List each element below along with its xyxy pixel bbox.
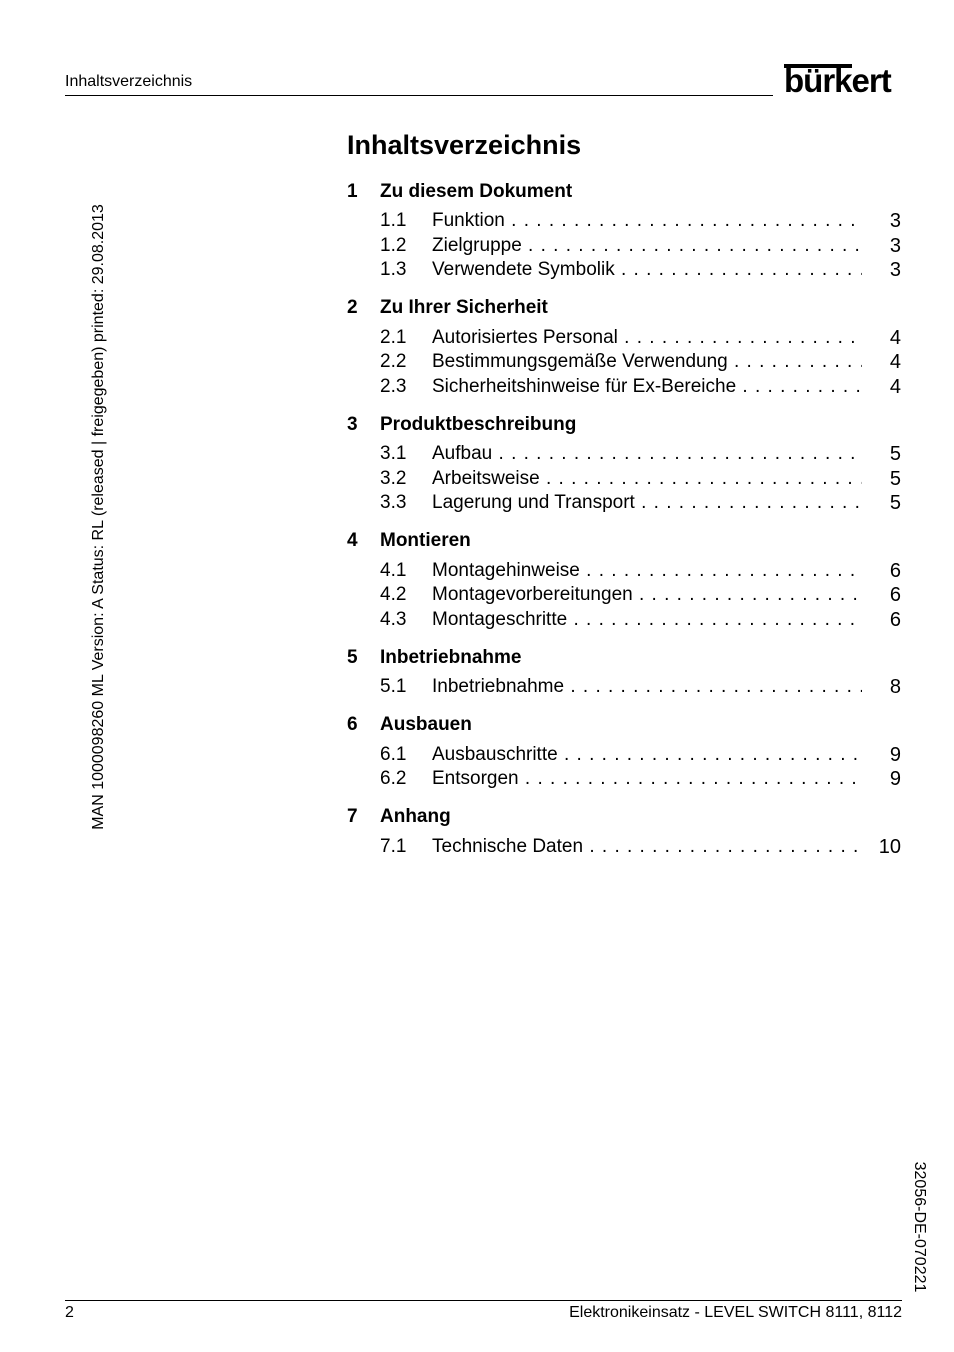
toc-entry-title-with-leader <box>432 584 862 606</box>
burkert-logo <box>784 64 902 98</box>
toc-entry-title: Technische Daten <box>432 835 584 857</box>
toc-section-heading[interactable] <box>347 804 902 831</box>
toc-entry-page: 8 <box>889 676 901 698</box>
toc-entry-page: 4 <box>889 375 901 398</box>
toc-entry-page: 5 <box>889 492 901 514</box>
toc-entry-page: 4 <box>889 351 901 373</box>
toc-section-heading[interactable] <box>347 178 902 205</box>
toc-section <box>347 411 902 517</box>
toc-entry-page: 3 <box>889 210 901 232</box>
toc-entry[interactable] <box>347 327 902 352</box>
toc-entry-title: Entsorgen <box>432 768 519 789</box>
toc-entry-page: 3 <box>889 234 901 257</box>
product-name: Elektronikeinsatz - LEVEL SWITCH 8111, 8112 <box>569 1304 902 1321</box>
toc-entry-number: 5.1 <box>380 676 407 697</box>
toc-entry-list <box>347 836 902 861</box>
toc-section-number: 3 <box>347 413 358 435</box>
toc-entry-page: 9 <box>889 768 901 790</box>
toc-entry-number: 2.2 <box>380 351 407 372</box>
toc-entry[interactable] <box>347 584 902 609</box>
toc-section <box>347 712 902 793</box>
toc-entry-number: 2.1 <box>380 326 407 348</box>
page-title: Inhaltsverzeichnis <box>347 130 582 160</box>
logo-wordmark: bürkert <box>784 62 891 99</box>
toc-entry-number: 3.3 <box>380 492 407 513</box>
toc-entry-page: 5 <box>889 467 901 490</box>
toc-entry-list <box>347 443 902 517</box>
toc-section-title: Ausbauen <box>380 714 472 735</box>
toc-entry-title-with-leader <box>432 327 862 349</box>
toc-entry-title-with-leader <box>432 468 862 490</box>
toc-entry[interactable] <box>347 744 902 769</box>
toc-entry-number: 3.2 <box>380 467 407 489</box>
toc-entry-title-with-leader <box>432 210 862 232</box>
toc-entry-title: Sicherheitshinweise für Ex-Bereiche <box>432 375 737 397</box>
toc-entry-title-with-leader <box>432 836 862 858</box>
toc-entry-title: Autorisiertes Personal <box>432 326 618 348</box>
toc-entry-title-with-leader <box>432 744 862 766</box>
toc-entry-title: Aufbau <box>432 443 493 464</box>
table-of-contents <box>347 178 902 871</box>
toc-section-heading[interactable] <box>347 712 902 739</box>
toc-entry[interactable] <box>347 492 902 517</box>
toc-entry-title: Montageschritte <box>432 608 568 630</box>
toc-entry-list <box>347 676 902 701</box>
footer-rule <box>65 1300 902 1301</box>
toc-entry-number: 6.1 <box>380 743 407 765</box>
toc-section-number: 1 <box>347 180 358 202</box>
toc-section-number: 2 <box>347 297 358 318</box>
toc-section <box>347 644 902 701</box>
toc-entry-page: 3 <box>889 259 901 281</box>
toc-section <box>347 178 902 284</box>
toc-section-title: Inbetriebnahme <box>380 646 522 668</box>
toc-section-number: 4 <box>347 530 358 551</box>
toc-section-title: Anhang <box>380 806 451 827</box>
toc-entry[interactable] <box>347 443 902 468</box>
toc-entry-title: Inbetriebnahme <box>432 676 565 697</box>
toc-entry-page: 5 <box>889 443 901 465</box>
toc-entry-list <box>347 560 902 634</box>
toc-entry-title-with-leader <box>432 560 862 582</box>
toc-entry-number: 4.3 <box>380 608 407 630</box>
toc-entry-title-with-leader <box>432 259 862 281</box>
toc-entry-number: 1.1 <box>380 210 407 231</box>
toc-section <box>347 295 902 401</box>
toc-entry-title-with-leader <box>432 443 862 465</box>
toc-entry-title: Zielgruppe <box>432 234 522 256</box>
document-code: 32056-DE-070221 <box>911 1161 928 1293</box>
toc-entry-title-with-leader <box>432 492 862 514</box>
toc-entry-page: 6 <box>889 608 901 631</box>
toc-entry-number: 6.2 <box>380 768 407 789</box>
toc-entry-number: 3.1 <box>380 443 407 464</box>
toc-entry[interactable] <box>347 351 902 376</box>
toc-section-heading[interactable] <box>347 528 902 555</box>
toc-entry[interactable] <box>347 376 902 401</box>
toc-section-number: 6 <box>347 714 358 735</box>
toc-entry[interactable] <box>347 836 902 861</box>
toc-entry[interactable] <box>347 468 902 493</box>
header-title: Inhaltsverzeichnis <box>65 73 193 90</box>
toc-entry[interactable] <box>347 560 902 585</box>
toc-entry[interactable] <box>347 676 902 701</box>
toc-entry-page: 10 <box>878 835 901 858</box>
toc-entry-title-with-leader <box>432 768 862 790</box>
toc-entry-page: 9 <box>889 743 901 766</box>
toc-entry-title: Funktion <box>432 210 505 231</box>
toc-section-heading[interactable] <box>347 644 902 671</box>
toc-entry-title-with-leader <box>432 609 862 631</box>
toc-entry[interactable] <box>347 609 902 634</box>
toc-section-heading[interactable] <box>347 295 902 322</box>
toc-section <box>347 528 902 634</box>
toc-entry-title: Montagevorbereitungen <box>432 584 633 605</box>
toc-entry-page: 6 <box>889 584 901 606</box>
toc-entry-number: 7.1 <box>380 835 407 857</box>
toc-entry-list <box>347 744 902 793</box>
toc-entry-page: 4 <box>889 326 901 349</box>
toc-entry-number: 4.1 <box>380 559 407 581</box>
header-rule <box>65 95 773 96</box>
page-number: 2 <box>65 1304 74 1321</box>
toc-entry-title: Ausbauschritte <box>432 743 558 765</box>
toc-entry-title-with-leader <box>432 376 862 398</box>
toc-entry-title: Verwendete Symbolik <box>432 259 615 280</box>
toc-entry[interactable] <box>347 768 902 793</box>
toc-section-number: 5 <box>347 646 358 668</box>
document-metadata: MAN 1000098260 ML Version: A Status: RL (released | freigegeben) printed: 29.08.2013 <box>90 204 107 830</box>
toc-entry-number: 1.3 <box>380 259 407 280</box>
toc-entry-title-with-leader <box>432 676 862 698</box>
toc-section-title: Montieren <box>380 530 471 551</box>
toc-entry-list <box>347 210 902 284</box>
toc-entry[interactable] <box>347 235 902 260</box>
toc-entry-title: Bestimmungsgemäße Verwendung <box>432 351 728 372</box>
toc-entry-title-with-leader <box>432 235 862 257</box>
toc-entry-title: Montagehinweise <box>432 559 580 581</box>
toc-entry-number: 2.3 <box>380 375 407 397</box>
toc-entry-list <box>347 327 902 401</box>
toc-section-title: Zu diesem Dokument <box>380 180 573 202</box>
toc-section-number: 7 <box>347 806 358 827</box>
toc-section-title: Zu Ihrer Sicherheit <box>380 297 548 318</box>
toc-entry[interactable] <box>347 259 902 284</box>
toc-section-title: Produktbeschreibung <box>380 413 577 435</box>
toc-entry[interactable] <box>347 210 902 235</box>
toc-entry-title: Lagerung und Transport <box>432 492 635 513</box>
toc-section-heading[interactable] <box>347 411 902 438</box>
toc-entry-page: 6 <box>889 559 901 582</box>
toc-section <box>347 804 902 861</box>
toc-entry-title: Arbeitsweise <box>432 467 540 489</box>
toc-entry-number: 1.2 <box>380 234 407 256</box>
toc-entry-number: 4.2 <box>380 584 407 605</box>
toc-entry-title-with-leader <box>432 351 862 373</box>
